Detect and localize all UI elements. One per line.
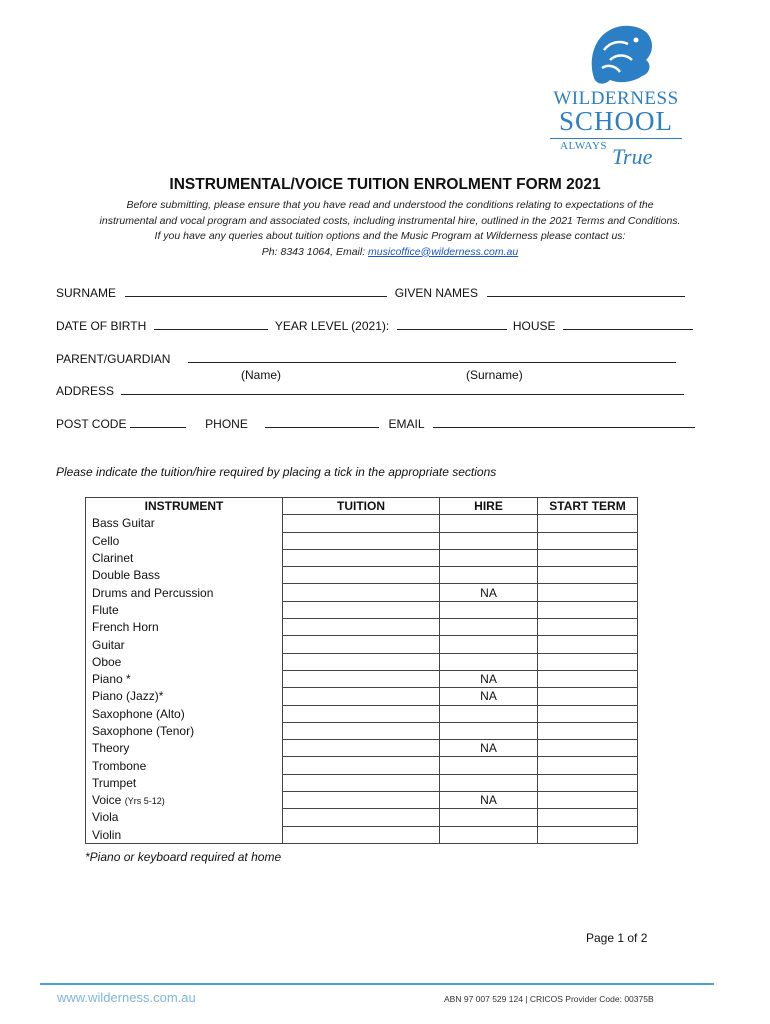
footer-website[interactable]: www.wilderness.com.au [57,990,196,1005]
hire-cell[interactable] [440,722,538,739]
start-term-cell[interactable] [538,653,638,670]
table-row [86,549,638,566]
start-term-cell[interactable] [538,670,638,687]
intro-line-1: Before submitting, please ensure that you have read and understood the conditions relating to expectations of the [126,199,654,211]
given-names-field[interactable] [487,286,685,297]
hire-cell[interactable] [440,826,538,843]
instrument-name [86,532,283,549]
start-term-cell[interactable] [538,619,638,636]
table-row [86,705,638,722]
instrument-name [86,809,283,826]
instrument-name [86,757,283,774]
start-term-cell[interactable] [538,549,638,566]
logo-divider [550,138,682,139]
school-logo [546,18,686,168]
logo-wordmark-top: WILDERNESS [553,88,679,109]
email-field[interactable] [433,417,695,428]
table-header-row [86,498,638,515]
table-row [86,567,638,584]
address-row [56,384,684,398]
tuition-cell[interactable] [283,549,440,566]
table-row [86,636,638,653]
instrument-label: Clarinet [92,551,134,566]
instrument-label: Drums and Percussion [92,585,214,600]
table-body [86,515,638,844]
instrument-label: Viola [92,810,119,825]
phone-field[interactable] [265,417,379,428]
hire-cell[interactable] [440,515,538,532]
instrument-label: Saxophone (Tenor) [92,724,195,738]
table-row [86,601,638,618]
instrument-label: French Horn [92,620,159,635]
tuition-cell[interactable] [283,722,440,739]
tuition-cell[interactable] [283,826,440,843]
tuition-cell[interactable] [283,740,440,757]
table-row [86,757,638,774]
intro-text [40,198,740,260]
tuition-cell[interactable] [283,774,440,791]
start-term-cell[interactable] [538,722,638,739]
tuition-cell[interactable] [283,515,440,532]
start-term-cell[interactable] [538,809,638,826]
tuition-cell[interactable] [283,670,440,687]
parent-label: PARENT/GUARDIAN [56,352,171,366]
instrument-label: Double Bass [92,568,161,583]
dob-label: DATE OF BIRTH [56,319,147,333]
instrument-label: Piano (Jazz)* [92,689,164,704]
form-title: INSTRUMENTAL/VOICE TUITION ENROLMENT FORM 2021 [169,176,601,193]
instrument-label: Piano * [92,672,131,687]
hire-cell: NA [440,584,538,601]
instrument-name [86,549,283,566]
surname-label: SURNAME [56,286,117,300]
table-row [86,826,638,843]
instrument-name [86,670,283,687]
hire-cell[interactable] [440,653,538,670]
instrument-name [86,567,283,584]
table-row [86,722,638,739]
hire-cell[interactable] [440,619,538,636]
instrument-name [86,653,283,670]
tuition-cell[interactable] [283,584,440,601]
logo-motto-script: True [612,144,653,169]
hire-cell[interactable] [440,549,538,566]
start-term-cell[interactable] [538,636,638,653]
tuition-cell[interactable] [283,567,440,584]
tuition-cell[interactable] [283,636,440,653]
piano-footnote: *Piano or keyboard required at home [85,850,282,864]
contact-email-link[interactable]: musicoffice@wilderness.com.au [368,245,519,258]
instrument-label: Guitar [92,637,125,652]
hire-cell[interactable] [440,601,538,618]
hire-cell: NA [440,740,538,757]
contact-phone: Ph: 8343 1064, Email: [261,245,369,258]
table-row [86,809,638,826]
instrument-name [86,515,283,532]
instrument-name [86,688,283,705]
footer-abn: ABN 97 007 529 124 | CRICOS Provider Code: 00375B [444,994,654,1004]
intro-line-3: If you have any queries about tuition options and the Music Program at Wilderness please contact us: [154,230,626,242]
email-label: EMAIL [388,417,425,431]
parent-row [56,352,676,366]
instrument-label: Cello [92,533,120,548]
logo-motto-prefix: ALWAYS [560,140,608,152]
phone-label: PHONE [205,417,248,431]
start-term-cell[interactable] [538,515,638,532]
table-row [86,670,638,687]
postcode-field[interactable] [130,417,186,428]
hire-cell[interactable] [440,809,538,826]
tuition-cell[interactable] [283,757,440,774]
parent-field[interactable] [188,352,676,363]
instruction-text: Please indicate the tuition/hire required by placing a tick in the appropriate sections [56,465,497,479]
intro-contact [40,245,740,261]
start-term-cell[interactable] [538,567,638,584]
given-names-label: GIVEN NAMES [394,286,479,300]
hire-cell: NA [440,688,538,705]
instrument-name [86,601,283,618]
tuition-cell[interactable] [283,601,440,618]
instrument-name [86,636,283,653]
dob-field[interactable] [154,319,268,330]
instrument-name [86,792,283,809]
hire-cell: NA [440,670,538,687]
instrument-name [86,584,283,601]
postcode-label: POST CODE [56,417,127,431]
surname-row [56,286,685,300]
instrument-label: Saxophone (Alto) [92,706,185,721]
house-label: HOUSE [512,319,556,333]
instrument-label: Flute [92,602,119,617]
parent-surname-caption: (Surname) [466,368,523,382]
start-term-cell[interactable] [538,757,638,774]
tuition-cell[interactable] [283,532,440,549]
header-hire: HIRE [440,498,538,515]
start-term-cell[interactable] [538,688,638,705]
house-field[interactable] [563,319,693,330]
instrument-name [86,774,283,791]
year-level-field[interactable] [397,319,507,330]
instrument-name [86,722,283,739]
instrument-note: (Yrs 5-12) [124,795,165,806]
hire-cell[interactable] [440,636,538,653]
table-row [86,688,638,705]
contact-row [56,417,695,431]
instrument-label: Voice [92,792,122,807]
instrument-label: Trombone [92,758,147,773]
parent-name-caption: (Name) [241,368,282,382]
tuition-cell[interactable] [283,792,440,809]
instrument-name [86,740,283,757]
address-label: ADDRESS [56,384,115,398]
instrument-label: Bass Guitar [92,516,155,531]
hire-cell[interactable] [440,774,538,791]
start-term-cell[interactable] [538,601,638,618]
hire-cell[interactable] [440,757,538,774]
tuition-cell[interactable] [283,619,440,636]
instrument-name [86,705,283,722]
table-row [86,532,638,549]
instrument-name [86,619,283,636]
start-term-cell[interactable] [538,826,638,843]
start-term-cell[interactable] [538,705,638,722]
table-row [86,774,638,791]
tuition-cell[interactable] [283,809,440,826]
table-row [86,584,638,601]
intro-line-2: instrumental and vocal program and associated costs, including instrumental hire, outlined in the 2021 Terms and Conditions. [99,214,681,227]
table-row [86,619,638,636]
header-tuition: TUITION [283,498,440,515]
logo-wordmark-bottom: SCHOOL [558,106,673,136]
address-field[interactable] [121,384,684,395]
start-term-cell[interactable] [538,774,638,791]
hire-cell[interactable] [440,567,538,584]
table-row [86,653,638,670]
footer-rule [40,983,714,985]
instrument-label: Oboe [92,654,122,669]
start-term-cell[interactable] [538,532,638,549]
surname-field[interactable] [125,286,387,297]
dob-row [56,319,693,333]
start-term-cell[interactable] [538,792,638,809]
griffin-crest-icon [580,20,658,90]
hire-cell: NA [440,792,538,809]
table-row [86,792,638,809]
tuition-cell[interactable] [283,653,440,670]
page-number: Page 1 of 2 [586,931,648,945]
table-row [86,515,638,532]
instrument-label: Trumpet [92,775,137,790]
hire-cell[interactable] [440,532,538,549]
start-term-cell[interactable] [538,584,638,601]
year-level-label: YEAR LEVEL (2021): [274,319,390,333]
instrument-table [85,497,638,844]
tuition-cell[interactable] [283,688,440,705]
header-instrument: INSTRUMENT [86,498,283,515]
table-row [86,740,638,757]
header-start-term: START TERM [538,498,638,515]
instrument-name [86,826,283,843]
tuition-cell[interactable] [283,705,440,722]
instrument-label: Violin [92,827,122,842]
hire-cell[interactable] [440,705,538,722]
instrument-label: Theory [92,741,130,756]
start-term-cell[interactable] [538,740,638,757]
